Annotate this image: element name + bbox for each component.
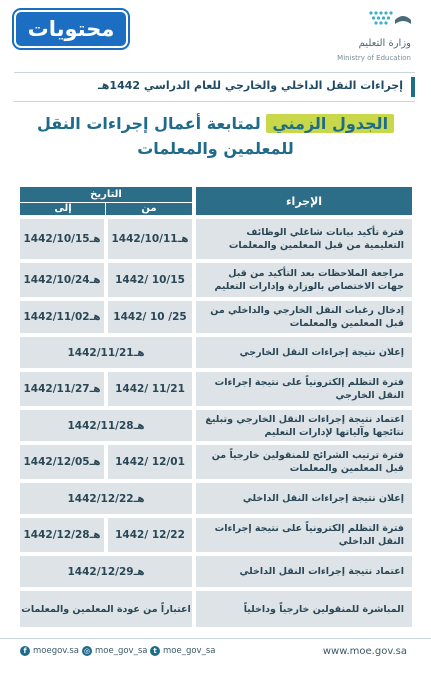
to-date-cell: 1442/12/05هـ — [20, 445, 104, 479]
footer — [0, 638, 431, 663]
from-date-cell: 1442/ 12/22 — [108, 518, 192, 552]
column-header-to: إلى — [20, 202, 106, 215]
column-header-date — [20, 187, 192, 215]
social-instagram[interactable] — [82, 646, 147, 656]
social-twitter[interactable] — [150, 646, 215, 656]
instagram-icon: ◎ — [83, 647, 91, 655]
title-line-2: للمعلمين والمعلمات — [137, 139, 294, 158]
procedure-cell: المباشرة للمنقولين خارجياً وداخلياً — [196, 591, 412, 627]
table-row — [20, 556, 412, 587]
table-header-row — [20, 187, 412, 215]
page-title — [0, 114, 431, 174]
table-row — [20, 301, 412, 333]
procedure-cell: إعلان نتيجة إجراءات النقل الخارجي — [196, 337, 412, 368]
social-facebook[interactable] — [20, 646, 79, 656]
table-row — [20, 410, 412, 441]
from-date-cell: 1442/10/11هـ — [108, 219, 192, 259]
ministry-name-en: Ministry of Education — [337, 54, 411, 62]
schedule-table — [20, 187, 412, 631]
from-date-cell: 1442/ 10 /25 — [108, 301, 192, 333]
instagram-handle: moe_gov_sa — [95, 646, 148, 656]
facebook-icon: f — [20, 646, 30, 656]
table-row — [20, 445, 412, 479]
to-date-cell: 1442/10/24هـ — [20, 263, 104, 297]
date-cell: 1442/12/29هـ — [20, 556, 192, 587]
title-line-1 — [0, 114, 431, 133]
to-date-cell: 1442/11/27هـ — [20, 372, 104, 406]
column-header-from: من — [105, 202, 192, 215]
column-header-procedure: الإجراء — [196, 187, 412, 215]
date-cell: 1442/12/22هـ — [20, 483, 192, 514]
procedure-cell: اعتماد نتيجة إجراءات النقل الداخلي — [196, 556, 412, 587]
procedure-cell: فترة التظلم إلكترونياً على نتيجة إجراءات النقل الداخلي — [196, 518, 412, 552]
procedure-cell: مراجعة الملاحظات بعد التأكيد من قبل جهات الاختصاص بالوزارة وإدارات التعليم — [196, 263, 412, 297]
from-date-cell: 1442/ 12/01 — [108, 445, 192, 479]
table-row — [20, 483, 412, 514]
table-row — [20, 518, 412, 552]
twitter-icon: t — [150, 646, 160, 656]
ministry-name-ar: وزارة التعليم — [358, 38, 411, 49]
from-date-cell: 1442/ 10/15 — [108, 263, 192, 297]
website-link[interactable]: www.moe.gov.sa — [322, 646, 407, 657]
procedure-cell: فترة ترتيب الشرائح للمنقولين خارجياً من قبل المعلمين والمعلمات — [196, 445, 412, 479]
twitter-handle: moe_gov_sa — [163, 646, 216, 656]
to-date-cell: 1442/12/28هـ — [20, 518, 104, 552]
procedure-cell: إعلان نتيجة إجراءات النقل الداخلي — [196, 483, 412, 514]
band-accent — [411, 77, 415, 97]
to-date-cell: 1442/11/02هـ — [20, 301, 104, 333]
procedure-cell: اعتماد نتيجة إجراءات النقل الخارجي وتبليغ نتائجها وآلياتها لإدارات التعليم — [196, 410, 412, 441]
procedure-cell: فترة التظلم إلكترونياً على نتيجة إجراءات النقل الخارجي — [196, 372, 412, 406]
table-row — [20, 372, 412, 406]
facebook-handle: moegov.sa — [33, 646, 80, 656]
from-date-cell: 1442/ 11/21 — [108, 372, 192, 406]
table-row — [20, 219, 412, 259]
date-subheaders — [20, 202, 192, 215]
procedure-cell: إدخال رغبات النقل الخارجي والداخلي من قبل المعلمين والمعلمات — [196, 301, 412, 333]
title-highlight: الجدول الزمني — [266, 114, 394, 133]
date-cell: 1442/11/21هـ — [20, 337, 192, 368]
column-header-date-label: التاريخ — [90, 189, 122, 200]
ministry-emblem-icon — [367, 10, 413, 30]
title-rest: لمتابعة أعمال إجراءات النقل — [36, 114, 261, 133]
procedure-cell: فترة تأكيد بيانات شاغلي الوظائف التعليمية من قبل المعلمين والمعلمات — [196, 219, 412, 259]
top-bar — [0, 0, 431, 62]
table-row — [20, 263, 412, 297]
date-cell: 1442/11/28هـ — [20, 410, 192, 441]
site-logo[interactable]: محتويات — [14, 10, 128, 48]
header-band — [14, 72, 415, 102]
to-date-cell: 1442/10/15هـ — [20, 219, 104, 259]
ministry-logo — [303, 10, 413, 60]
table-row — [20, 591, 412, 627]
date-cell: اعتباراً من عودة المعلمين والمعلمات — [20, 591, 192, 627]
header-band-text: إجراءات النقل الداخلي والخارجي للعام الدراسي 1442هـ — [98, 79, 403, 92]
table-row — [20, 337, 412, 368]
